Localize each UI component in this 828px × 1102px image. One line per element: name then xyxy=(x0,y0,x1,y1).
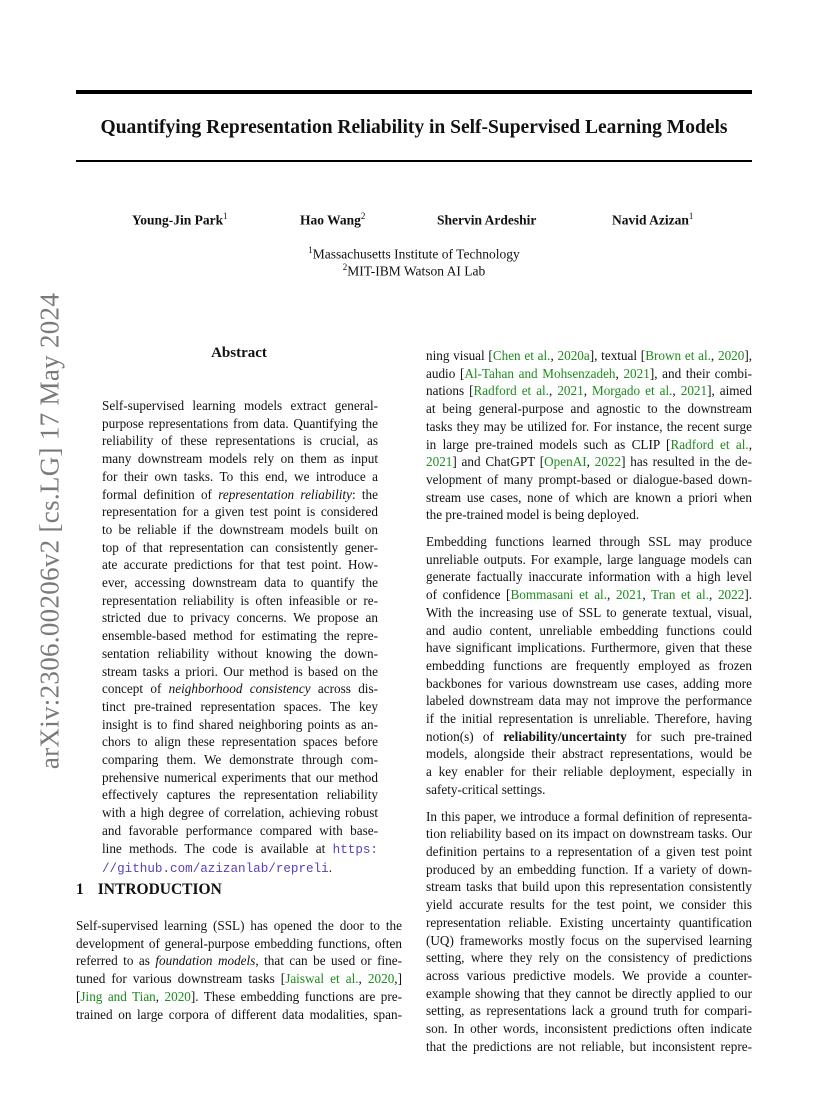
text-line: yield accurate results for the test point, we consider this xyxy=(426,897,752,913)
citation-link[interactable]: 2021 xyxy=(557,383,584,399)
text-line: referred to as foundation models, that can be used or fine- xyxy=(76,953,402,969)
citation-link[interactable]: 2020a xyxy=(557,348,590,363)
text-line: across various predictive models. We provide a counter- xyxy=(426,967,752,983)
text-line: embedding functions are frequently employed as frozen xyxy=(426,657,752,673)
text-line: representation for a given test point is considered xyxy=(102,504,378,520)
text-line: safety-critical settings. xyxy=(426,781,546,797)
text-line: velopment of many prompt-based or dialogue-based down- xyxy=(426,471,752,487)
text-line: line methods. The code is available at https: xyxy=(102,840,378,857)
bold-term: reliability/uncertainty xyxy=(503,728,627,744)
citation-link[interactable]: 2021 xyxy=(615,587,643,603)
text-line: nations [Radford et al., 2021, Morgado et al., 2021], aimed xyxy=(426,383,752,399)
text-line: many downstream models rely on them as input xyxy=(102,451,378,467)
text-line: stream tasks a priori. Our method is based on the xyxy=(102,663,378,679)
text-line: (UQ) frameworks mostly focus on the supervised learning xyxy=(426,932,752,948)
citation-link[interactable]: Radford et al. xyxy=(670,436,749,452)
author-2 xyxy=(300,211,365,229)
text-line: to be reliable if the downstream models built on xyxy=(102,521,378,537)
paper-title: Quantifying Representation Reliability in Self-Supervised Learning Models xyxy=(100,117,728,138)
text-line: the pre-trained model is being deployed. xyxy=(426,507,640,523)
affil-text: Massachusetts Institute of Technology xyxy=(312,246,520,262)
text-line: development of general-purpose embedding functions, often xyxy=(76,935,402,951)
citation-link[interactable]: 2020 xyxy=(717,348,745,363)
text-line: produced by an embedding function. If a variety of down- xyxy=(426,861,752,877)
text-line: effectively captures the representation reliability xyxy=(102,787,378,803)
text-line: purpose representations from data. Quantifying the xyxy=(102,415,378,431)
text-line: ensemble-based method for estimating the repre- xyxy=(102,628,378,644)
text-line: have significant implications. Furthermore, given that these xyxy=(426,640,752,656)
author-name: Hao Wang xyxy=(300,212,361,228)
author-4 xyxy=(612,211,693,229)
author-name: Navid Azizan xyxy=(612,212,689,228)
text-line: chors to align these representation spaces before xyxy=(102,734,378,750)
text-line: concept of neighborhood consistency across dis- xyxy=(102,681,378,697)
text-line: insight is to find shared neighboring points as an- xyxy=(102,716,378,732)
citation-link[interactable]: Al-Tahan and Mohsenzadeh xyxy=(464,365,616,381)
citation-link[interactable]: OpenAI xyxy=(544,454,587,470)
citation-link[interactable]: 2021 xyxy=(623,365,650,381)
author-3 xyxy=(437,211,536,229)
arxiv-stamp: arXiv:2306.00206v2 [cs.LG] 17 May 2024 xyxy=(34,292,65,770)
citation-link[interactable]: Tran et al. xyxy=(651,587,710,603)
left-column-text xyxy=(76,917,402,1023)
text-line: audio [Al-Tahan and Mohsenzadeh, 2021], and their combi- xyxy=(426,365,752,381)
author-1 xyxy=(132,211,228,229)
emphasis: representation reliability xyxy=(218,486,352,502)
title-top-rule xyxy=(76,90,752,94)
abstract-heading: Abstract xyxy=(211,345,267,361)
text-line: prehensive numerical experiments that our method xyxy=(102,769,378,785)
abstract-body xyxy=(102,397,378,879)
text-line: sentation reliability without knowing the down- xyxy=(102,645,378,661)
author-affil-mark: 1 xyxy=(688,211,694,221)
text-line: example showing that they cannot be directly applied to our xyxy=(426,985,752,1001)
text-line: stricted due to privacy concerns. We propose an xyxy=(102,610,378,626)
affiliation-1 xyxy=(76,245,752,263)
emphasis: foundation models xyxy=(155,953,256,969)
text-line: In this paper, we introduce a formal definition of representa- xyxy=(426,808,752,824)
citation-link[interactable]: Morgado et al. xyxy=(591,383,673,399)
affiliation-2 xyxy=(76,262,752,280)
citation-link[interactable]: Jaiswal et al. xyxy=(285,971,359,987)
text-line: backbones for various downstream use cases, adding more xyxy=(426,675,752,691)
code-url-link[interactable]: https: xyxy=(332,842,378,857)
text-line: reliability of these representations is crucial, as xyxy=(102,433,378,449)
text-line: definition pertains to a representation of a given test point xyxy=(426,843,752,859)
text-line: Embedding functions learned through SSL may produce xyxy=(426,534,752,550)
code-url-link[interactable]: //github.com/azizanlab/repreli xyxy=(102,862,329,877)
text-line: Self-supervised learning models extract general- xyxy=(102,398,378,413)
text-line: setting, where they rely on the consistency of predictions xyxy=(426,950,752,966)
text-line: labeled downstream data may not improve the performance xyxy=(426,693,752,709)
text-line: ate accurate predictions for that test point. How- xyxy=(102,557,378,573)
author-affil-mark: 1 xyxy=(223,211,228,221)
text-line: at being general-purpose and agnostic to the downstream xyxy=(426,401,752,417)
text-line: tasks they may be utilized for. For instance, the recent surge xyxy=(426,418,752,434)
emphasis: neighborhood consistency xyxy=(168,681,311,697)
text-line: [Jing and Tian, 2020]. These embedding functions are pre- xyxy=(76,988,402,1004)
text-line: generate factually inaccurate information with a high level xyxy=(426,569,752,585)
text-line: representation reliability is often infeasible or re- xyxy=(102,592,378,608)
paragraph-gap xyxy=(426,799,752,808)
title-bottom-rule xyxy=(76,160,752,162)
text-line: son. In other words, inconsistent predictions often indicate xyxy=(426,1021,752,1037)
text-line: ever, accessing downstream data to quantify the xyxy=(102,575,378,591)
text-line: of confidence [Bommasani et al., 2021, Tran et al., 2022]. xyxy=(426,587,753,603)
text-line: setting, as representations lack a ground truth for compari- xyxy=(426,1003,752,1019)
citation-link[interactable]: Brown et al. xyxy=(645,348,711,363)
text-line: if the initial representation is unreliable. Therefore, having xyxy=(426,711,752,727)
citation-link[interactable]: 2021 xyxy=(426,454,453,470)
citation-link[interactable]: 2022 xyxy=(594,454,622,470)
section-number: 1 xyxy=(76,881,84,898)
citation-link[interactable]: Radford et al. xyxy=(473,383,550,399)
author-affil-mark: 2 xyxy=(360,211,366,221)
text-line: top of that representation can consistently gener- xyxy=(102,539,378,555)
text-line: comparing them. We demonstrate through com- xyxy=(102,752,378,768)
text-line: and audio content, unreliable embedding functions could xyxy=(426,622,752,638)
text-line: models, alongside their abstract representations, would be xyxy=(426,746,752,762)
text-line: stream tasks that build upon this representation consistently xyxy=(426,879,752,895)
author-name: Young-Jin Park xyxy=(132,212,224,228)
author-name: Shervin Ardeshir xyxy=(437,212,537,228)
affil-text: MIT-IBM Watson AI Lab xyxy=(347,263,486,279)
text-line: tinct pre-trained representation spaces. The key xyxy=(102,698,378,714)
text-line: notion(s) of reliability/uncertainty for such pre-trained xyxy=(426,728,752,744)
right-column-text xyxy=(426,347,752,1055)
section-title: INTRODUCTION xyxy=(97,881,222,898)
text-line: representation reliable. Existing uncertainty quantification xyxy=(426,914,752,930)
text-line: unreliable outputs. For example, large language models can xyxy=(426,551,752,567)
affil-mark: 1 xyxy=(308,245,313,255)
citation-link[interactable]: 2022 xyxy=(717,587,745,603)
text-line: stream use cases, none of which are known a priori when xyxy=(426,489,752,505)
text-line: trained on large corpora of different data modalities, span- xyxy=(76,1006,402,1022)
text-line: that the predictions are not reliable, but inconsistent repre- xyxy=(426,1038,752,1054)
affil-mark: 2 xyxy=(342,262,348,272)
text-line: 2021] and ChatGPT [OpenAI, 2022] has resulted in the de- xyxy=(426,454,752,470)
text-line: formal definition of representation reliability: the xyxy=(102,486,378,502)
citation-link[interactable]: Chen et al. xyxy=(492,348,551,363)
citation-link[interactable]: 2020 xyxy=(367,971,395,987)
citation-link[interactable]: Bommasani et al. xyxy=(510,587,608,603)
text-line: tion reliability based on its impact on downstream tasks. Our xyxy=(426,826,752,842)
citation-link[interactable]: 2021 xyxy=(680,383,708,399)
text-line: in large pre-trained models such as CLIP [Radford et al., xyxy=(426,436,753,452)
text-line: a key enabler for their reliable deployment, especially in xyxy=(426,764,752,780)
text-line: //github.com/azizanlab/repreli. xyxy=(102,860,333,877)
text-line: and favorable performance compared with base- xyxy=(102,822,378,838)
text-line: tuned for various downstream tasks [Jaiswal et al., 2020,] xyxy=(76,971,402,987)
citation-link[interactable]: 2020 xyxy=(164,988,191,1004)
text-line: ning visual [Chen et al., 2020a], textual [Brown et al., 2020], xyxy=(426,348,753,363)
text-line: with a high degree of correlation, achieving robust xyxy=(102,805,378,821)
text-line: for their own tasks. To this end, we introduce a xyxy=(102,468,378,484)
text-line: With the increasing use of SSL to generate textual, visual, xyxy=(426,604,752,620)
paragraph-gap xyxy=(426,524,752,533)
citation-link[interactable]: Jing and Tian xyxy=(80,988,156,1004)
section-heading-introduction xyxy=(76,881,222,899)
text-line: Self-supervised learning (SSL) has opened the door to the xyxy=(76,918,402,933)
